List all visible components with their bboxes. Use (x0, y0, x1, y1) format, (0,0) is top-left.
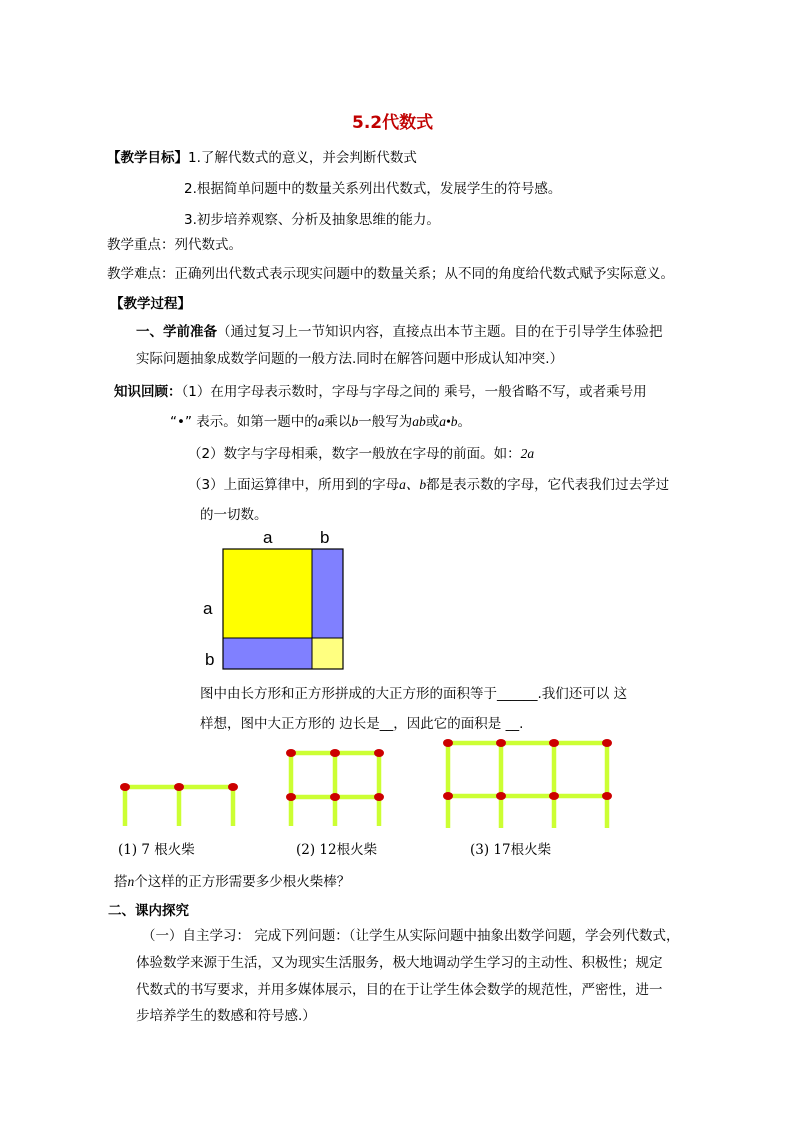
square-b-by-b (312, 638, 343, 669)
section2-line3: 代数式的书写要求，并用多媒体展示，目的在于让学生体会数学的规范性，严密性，进一 (136, 982, 663, 998)
section2-line4: 步培养学生的数感和符号感.） (136, 1008, 316, 1024)
page-title: 5.2代数式 (352, 113, 434, 133)
review-p1-line1: （1）在用字母表示数时，字母与字母之间的 乘号，一般省略不写，或者乘号用 (181, 384, 647, 400)
match-head (120, 783, 130, 791)
match-head (330, 793, 340, 801)
match-head (374, 793, 384, 801)
review-p3-line2: 的一切数。 (200, 507, 268, 523)
match-head (602, 739, 612, 747)
review-p3-line1: （3）上面运算律中，所用到的字母a、b都是表示数的字母，它代表我们过去学过 (188, 477, 670, 493)
match-head (330, 749, 340, 757)
matchstick-figure-2 (284, 746, 386, 826)
match-head (602, 792, 612, 800)
label-top-a: a (263, 528, 273, 547)
square-figure (195, 525, 355, 675)
match-head (496, 792, 506, 800)
match-head (496, 739, 506, 747)
match-head (443, 739, 453, 747)
objective-1: 1.了解代数式的意义，并会判断代数式 (188, 150, 417, 166)
matchstick-figure-3 (441, 736, 613, 828)
match-head (174, 783, 184, 791)
match-head (374, 749, 384, 757)
difficulty: 教学难点：正确列出代数式表示现实问题中的数量关系；从不同的角度给代数式赋予实际意义。 (107, 266, 674, 282)
section1-heading: 一、学前准备 (136, 324, 217, 340)
section2-heading: 二、课内探究 (108, 903, 189, 919)
match-head (443, 792, 453, 800)
match-head (549, 792, 559, 800)
caption-3: (3) 17根火柴 (470, 842, 552, 858)
matchstick-figure-1 (118, 780, 240, 826)
objective-2: 2.根据简单问题中的数量关系列出代数式，发展学生的符号感。 (184, 181, 562, 197)
review-p2: （2）数字与字母相乘，数字一般放在字母的前面。如：2a (188, 446, 535, 462)
section1-text1: （通过复习上一节知识内容，直接点出本节主题。目的在于引导学生体验把 (217, 324, 663, 340)
section1-line2: 实际问题抽象成数学问题的一般方法.同时在解答问题中形成认知冲突.） (136, 351, 564, 367)
objective-3: 3.初步培养观察、分析及抽象思维的能力。 (184, 212, 440, 228)
area-question-line2: 样想，图中大正方形的 边长是__，因此它的面积是 __. (200, 716, 524, 732)
match-head (286, 749, 296, 757)
rect-a-by-b-bottom (223, 638, 312, 669)
section2-line1: （一）自主学习： 完成下列问题：（让学生从实际问题中抽象出数学问题，学会列代数式， (142, 928, 680, 944)
match-head (286, 793, 296, 801)
review-label: 知识回顾： (114, 384, 182, 400)
match-head (228, 783, 238, 791)
area-question-line1: 图中由长方形和正方形拼成的大正方形的面积等于______.我们还可以 这 (200, 686, 628, 702)
label-top-b: b (320, 528, 330, 547)
label-left-a: a (203, 599, 213, 618)
square-a-by-a (223, 549, 312, 638)
process-label: 【教学过程】 (110, 296, 191, 312)
review-line1 (114, 380, 647, 400)
caption-2: (2) 12根火柴 (296, 842, 378, 858)
key-point: 教学重点：列代数式。 (107, 237, 242, 253)
label-left-b: b (205, 650, 215, 669)
rect-b-by-a-right (312, 549, 343, 638)
caption-1: (1) 7 根火柴 (118, 842, 195, 858)
match-head (549, 739, 559, 747)
objectives-label: 【教学目标】 (107, 150, 188, 166)
matchstick-question: 搭n个这样的正方形需要多少根火柴棒？ (114, 874, 351, 890)
objectives-line1 (107, 146, 417, 166)
review-p1-line2: “•” 表示。如第一题中的a乘以b一般写为ab或a•b。 (170, 414, 471, 430)
section1-line1 (136, 320, 663, 340)
section2-line2: 体验数学来源于生活，又为现实生活服务，极大地调动学生学习的主动性、积极性；规定 (136, 955, 663, 971)
